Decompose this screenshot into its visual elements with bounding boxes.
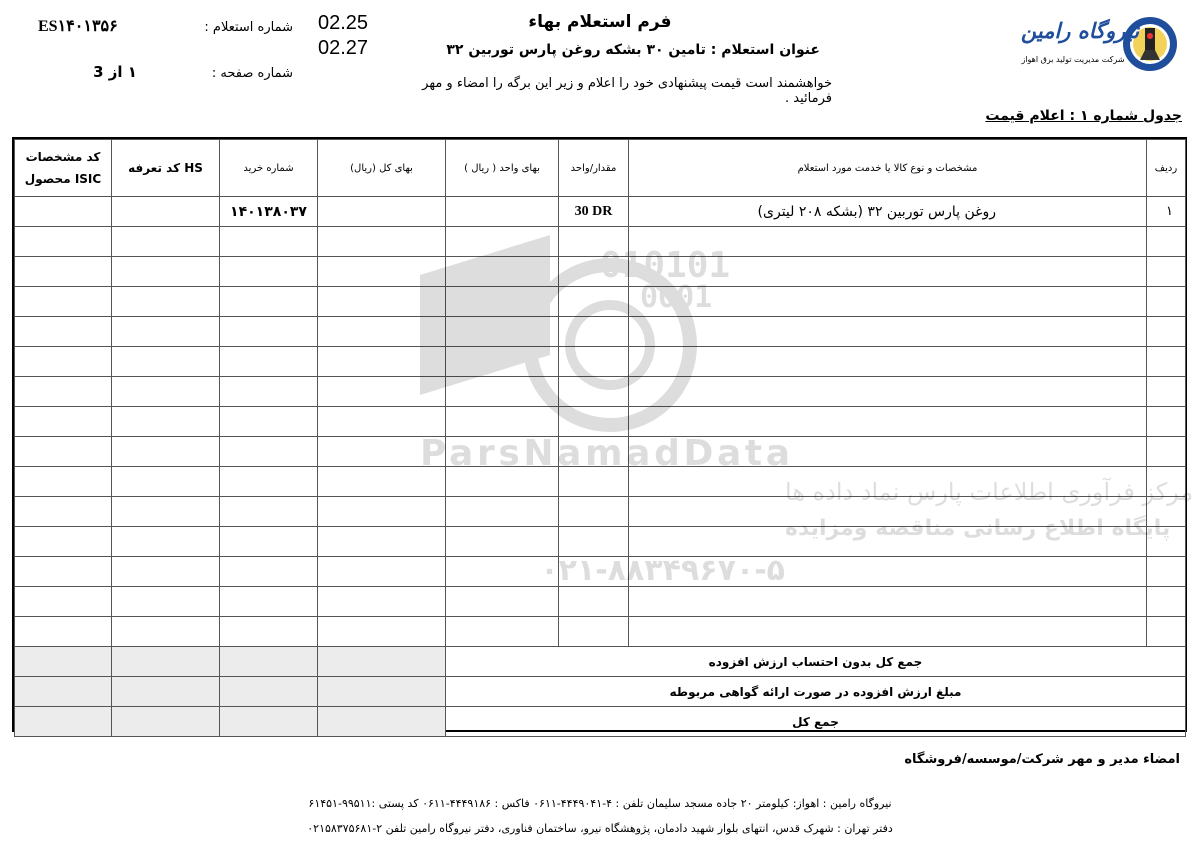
cell-purchase-no[interactable] [220,407,318,437]
cell-hs-code[interactable] [112,257,220,287]
cell-purchase-no[interactable] [220,437,318,467]
cell-hs-code[interactable] [112,467,220,497]
cell-description[interactable] [629,527,1147,557]
cell-total-price[interactable] [318,407,446,437]
cell-unit-price[interactable] [446,617,559,647]
cell-total-price[interactable] [318,197,446,227]
cell-unit-price[interactable] [446,437,559,467]
cell-hs-code[interactable] [112,347,220,377]
cell-description[interactable] [629,347,1147,377]
summary-shade-cell [112,707,220,737]
cell-unit-price[interactable] [446,587,559,617]
cell-qty-unit[interactable] [559,227,629,257]
cell-total-price[interactable] [318,527,446,557]
cell-qty-unit[interactable] [559,257,629,287]
cell-isic[interactable] [15,257,112,287]
table-row [15,347,1186,377]
cell-description[interactable] [629,407,1147,437]
table-row [15,557,1186,587]
company-logo [1005,14,1180,76]
cell-hs-code[interactable] [112,227,220,257]
cell-isic[interactable] [15,617,112,647]
cell-total-price[interactable] [318,557,446,587]
header-description: مشخصات و نوع کالا یا خدمت مورد استعلام [629,140,1147,197]
cell-unit-price[interactable] [446,377,559,407]
summary-shade-cell [220,677,318,707]
cell-description[interactable] [629,227,1147,257]
summary-row-vat [15,677,1186,707]
cell-hs-code[interactable] [112,197,220,227]
cell-description[interactable] [629,287,1147,317]
cell-hs-code[interactable] [112,377,220,407]
summary-grand-total-value[interactable] [318,707,446,737]
cell-purchase-no[interactable] [220,467,318,497]
summary-label-total-without-vat: جمع کل بدون احتساب ارزش افزوده [446,647,1186,677]
summary-shade-cell [112,677,220,707]
table-row [15,497,1186,527]
header-isic: کد مشخصات محصول ISIC [15,140,112,197]
cell-isic[interactable] [15,227,112,257]
cell-total-price[interactable] [318,317,446,347]
cell-total-price[interactable] [318,587,446,617]
cell-unit-price[interactable] [446,557,559,587]
cell-purchase-no[interactable] [220,227,318,257]
cell-row-no: ۱ [1147,197,1186,227]
cell-row-no[interactable] [1147,377,1186,407]
cell-qty-unit[interactable] [559,587,629,617]
watermark-binary-1: 010101 [600,245,731,286]
summary-shade-cell [112,647,220,677]
cell-purchase-no[interactable] [220,557,318,587]
cell-total-price[interactable] [318,617,446,647]
cell-row-no[interactable] [1147,497,1186,527]
summary-total-without-vat-value[interactable] [318,647,446,677]
cell-unit-price[interactable] [446,467,559,497]
table-row [15,377,1186,407]
cell-unit-price[interactable] [446,287,559,317]
page-number-label: شماره صفحه : [211,66,293,81]
table-row [15,407,1186,437]
cell-description[interactable] [629,467,1147,497]
cell-qty-unit[interactable] [559,347,629,377]
header-row-no: ردیف [1147,140,1186,197]
cell-hs-code[interactable] [112,527,220,557]
cell-description[interactable] [629,557,1147,587]
summary-label-grand-total: جمع کل [446,707,1186,737]
cell-qty-unit[interactable] [559,377,629,407]
summary-shade-cell [220,647,318,677]
cell-isic[interactable] [15,197,112,227]
header-unit-price: بهای واحد ( ریال ) [446,140,559,197]
cell-hs-code[interactable] [112,497,220,527]
cell-isic[interactable] [15,377,112,407]
cell-description: روغن پارس توربین ۳۲ (بشکه ۲۰۸ لیتری) [629,197,1147,227]
cell-description[interactable] [629,377,1147,407]
cell-qty-unit[interactable] [559,497,629,527]
inquiry-number-value: ES۱۴۰۱۳۵۶ [38,18,118,35]
summary-row-total-without-vat [15,647,1186,677]
date-line-1: 02.25 [318,12,369,34]
cell-isic[interactable] [15,287,112,317]
address-ahvaz: نیروگاه رامین : اهواز: کیلومتر ۲۰ جاده مسجد سلیمان تلفن : ۴-۴۴۴۹۰۴۱-۰۶۱۱ فاکس : ۴۴۴۹۱۸۶-۰۶۱۱ کد پستی :۹۹۵۱۱-۶۱۴۵۱ [308,797,892,810]
cell-purchase-no[interactable] [220,317,318,347]
watermark-line-2: پایگاه اطلاع رسانی مناقصه ومزایده [785,516,1171,541]
cell-unit-price[interactable] [446,527,559,557]
cell-total-price[interactable] [318,287,446,317]
cell-row-no[interactable] [1147,407,1186,437]
cell-total-price[interactable] [318,227,446,257]
table-row [15,317,1186,347]
cell-purchase-no[interactable] [220,527,318,557]
header-total-price: بهای کل (ریال) [318,140,446,197]
cell-description[interactable] [629,317,1147,347]
cell-qty-unit[interactable] [559,287,629,317]
cell-isic[interactable] [15,497,112,527]
summary-vat-value[interactable] [318,677,446,707]
summary-row-grand-total [15,707,1186,737]
cell-isic[interactable] [15,467,112,497]
table-row [15,257,1186,287]
inquiry-number-label: شماره استعلام : [204,20,293,35]
cell-isic[interactable] [15,587,112,617]
summary-label-vat: مبلغ ارزش افزوده در صورت ارائه گواهی مربوطه [446,677,1186,707]
address-tehran: دفتر تهران : شهرک قدس، انتهای بلوار شهید دادمان، پژوهشگاه نیرو، ساختمان فناوری، دفتر نیروگاه رامین تلفن ۲-۰۲۱۵۸۳۷۵۶۸۱ [307,822,893,835]
cell-hs-code[interactable] [112,437,220,467]
table-row [15,617,1186,647]
cell-description[interactable] [629,617,1147,647]
cell-description[interactable] [629,587,1147,617]
summary-shade-cell [220,707,318,737]
cell-unit-price[interactable] [446,257,559,287]
table-row [15,467,1186,497]
cell-hs-code[interactable] [112,287,220,317]
cell-qty-unit[interactable] [559,437,629,467]
cell-qty-unit[interactable] [559,557,629,587]
cell-isic[interactable] [15,557,112,587]
cell-isic[interactable] [15,527,112,557]
cell-unit-price[interactable] [446,497,559,527]
cell-isic[interactable] [15,317,112,347]
cell-purchase-no[interactable] [220,257,318,287]
table-header-row [15,140,1186,197]
watermark-brand: ParsNamadData [420,433,790,474]
cell-row-no[interactable] [1147,317,1186,347]
cell-description[interactable] [629,497,1147,527]
cell-qty-unit[interactable] [559,407,629,437]
cell-qty-unit[interactable] [559,467,629,497]
watermark-phone: ۰۲۱-۸۸۳۴۹۶۷۰-۵ [540,553,785,588]
cell-purchase-no[interactable] [220,347,318,377]
cell-row-no[interactable] [1147,287,1186,317]
cell-row-no[interactable] [1147,467,1186,497]
cell-purchase-no: ۱۴۰۱۳۸۰۳۷ [220,197,318,227]
table-row [15,227,1186,257]
cell-isic[interactable] [15,347,112,377]
logo-subtitle: شرکت مدیریت تولید برق اهواز [1021,55,1125,64]
cell-row-no[interactable] [1147,257,1186,287]
cell-description[interactable] [629,437,1147,467]
cell-total-price[interactable] [318,257,446,287]
header-qty-unit: مقدار/واحد [559,140,629,197]
watermark-line-1: مرکز فرآوری اطلاعات پارس نماد داده ها [785,478,1194,506]
price-quote-table [14,139,1186,737]
summary-shade-cell [15,677,112,707]
form-title: فرم استعلام بهاء [528,12,672,32]
table-row [15,527,1186,557]
cell-hs-code[interactable] [112,617,220,647]
cell-unit-price[interactable] [446,197,559,227]
table-row [15,437,1186,467]
cell-isic[interactable] [15,407,112,437]
cell-qty-unit[interactable] [559,527,629,557]
cell-hs-code[interactable] [112,407,220,437]
cell-hs-code[interactable] [112,317,220,347]
signature-label: امضاء مدیر و مهر شرکت/موسسه/فروشگاه [904,752,1180,767]
cell-row-no[interactable] [1147,587,1186,617]
watermark-binary-2: 0001 [640,280,713,315]
cell-total-price[interactable] [318,497,446,527]
page-number-value: ۱ از 3 [93,63,137,81]
cell-description[interactable] [629,257,1147,287]
summary-shade-cell [15,707,112,737]
cell-total-price[interactable] [318,377,446,407]
instruction-text: خواهشمند است قیمت پیشنهادی خود را اعلام و زیر این برگه را امضاء و مهر فرمائید . [422,76,832,106]
cell-row-no[interactable] [1147,437,1186,467]
header-hs-code: کد تعرفه HS [112,140,220,197]
cell-unit-price[interactable] [446,227,559,257]
cell-isic[interactable] [15,437,112,467]
cell-purchase-no[interactable] [220,497,318,527]
summary-shade-cell [15,647,112,677]
cell-qty-unit: 30 DR [559,197,629,227]
table-row [15,197,1186,227]
cell-row-no[interactable] [1147,347,1186,377]
date-line-2: 02.27 [318,37,369,59]
cell-purchase-no[interactable] [220,617,318,647]
cell-row-no[interactable] [1147,227,1186,257]
cell-qty-unit[interactable] [559,317,629,347]
cell-row-no[interactable] [1147,527,1186,557]
cell-row-no[interactable] [1147,617,1186,647]
table-title: جدول شماره ۱ : اعلام قیمت [985,108,1182,124]
cell-purchase-no[interactable] [220,587,318,617]
ramin-emblem-icon [1005,14,1180,76]
cell-hs-code[interactable] [112,587,220,617]
table-row [15,587,1186,617]
cell-total-price[interactable] [318,347,446,377]
cell-row-no[interactable] [1147,557,1186,587]
logo-name-text: نیروگاه رامین [1020,18,1140,43]
cell-purchase-no[interactable] [220,377,318,407]
cell-unit-price[interactable] [446,317,559,347]
header-purchase-no: شماره خرید [220,140,318,197]
cell-total-price[interactable] [318,467,446,497]
cell-qty-unit[interactable] [559,617,629,647]
cell-total-price[interactable] [318,437,446,467]
cell-hs-code[interactable] [112,557,220,587]
cell-purchase-no[interactable] [220,287,318,317]
cell-unit-price[interactable] [446,407,559,437]
table-row [15,287,1186,317]
inquiry-subject: عنوان استعلام : تامین ۳۰ بشکه روغن پارس توربین ۳۲ [446,42,820,58]
cell-unit-price[interactable] [446,347,559,377]
